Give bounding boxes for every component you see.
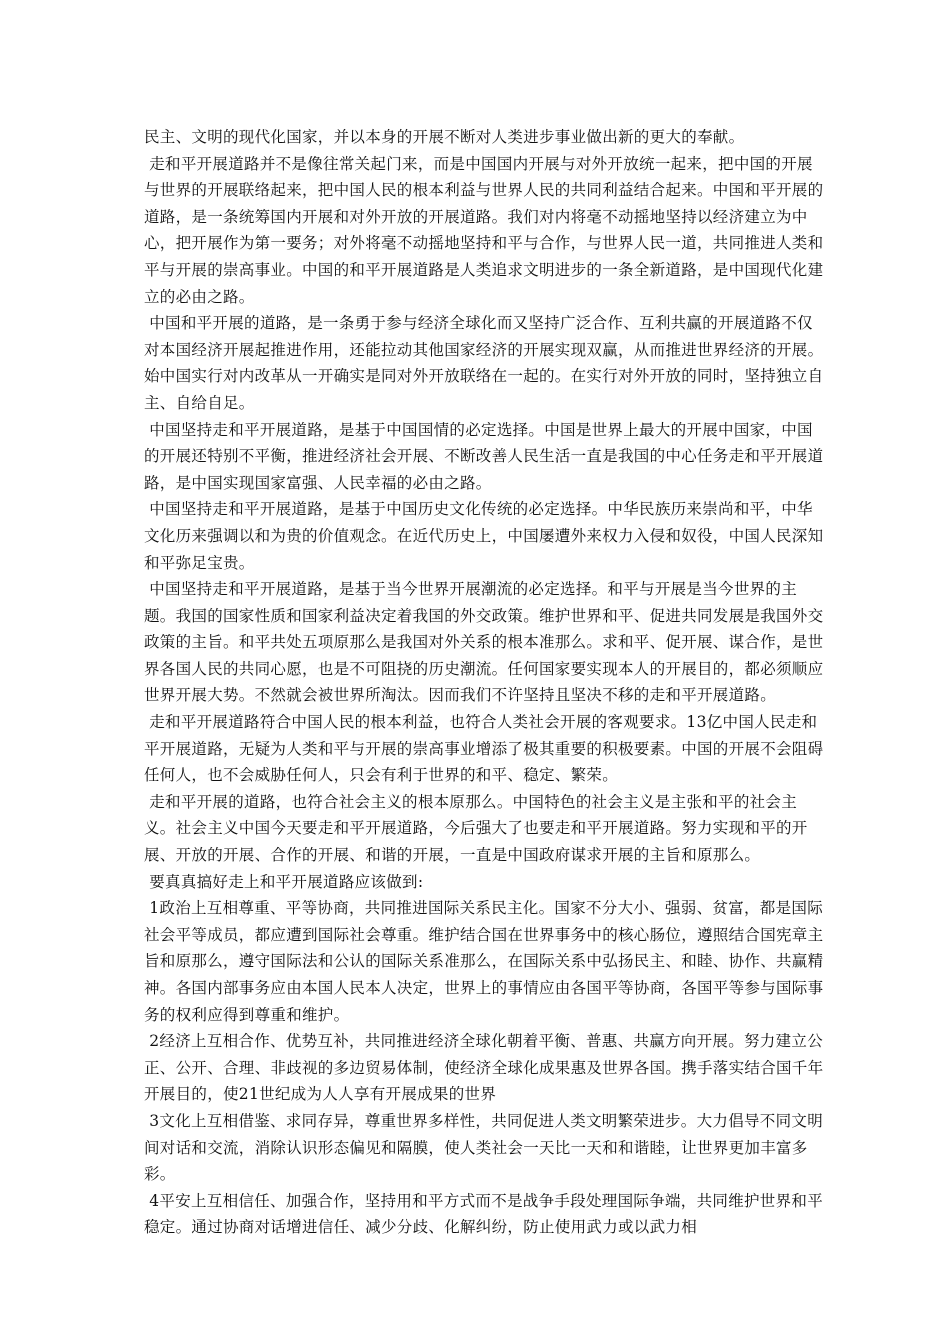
- paragraph: 中国坚持走和平开展道路，是基于当今世界开展潮流的必定选择。和平与开展是当今世界的主题。我国的国家性质和国家利益决定着我国的外交政策。维护世界和平、促进共同发展是我国外交政策的主旨。和平共处五项原那么是我国对外关系的根本准那么。求和平、促开展、谋合作，是世界各国人民的共同心愿，也是不可阻挠的历史潮流。任何国家要实现本人的开展目的，都必须顺应世界开展大势。不然就会被世界所淘汰。因而我们不许坚持且坚决不移的走和平开展道路。: [144, 580, 824, 705]
- paragraph: 2经济上互相合作、优势互补，共同推进经济全球化朝着平衡、普惠、共赢方向开展。努力建立公正、公开、合理、非歧视的多边贸易体制，使经济全球化成果惠及世界各国。携手落实结合国千年开展目的，使21世纪成为人人享有开展成果的世界: [144, 1032, 824, 1104]
- paragraph: 1政治上互相尊重、平等协商，共同推进国际关系民主化。国家不分大小、强弱、贫富，都是国际社会平等成员，都应遭到国际社会尊重。维护结合国在世界事务中的核心肠位，遵照结合国宪章主旨和原那么，遵守国际法和公认的国际关系准那么，在国际关系中弘扬民主、和睦、协作、共赢精神。各国内部事务应由本国人民本人决定，世界上的事情应由各国平等协商，各国平等参与国际事务的权利应得到尊重和维护。: [144, 899, 824, 1024]
- paragraph: 中国坚持走和平开展道路，是基于中国国情的必定选择。中国是世界上最大的开展中国家，中国的开展还特别不平衡，推进经济社会开展、不断改善人民生活一直是我国的中心任务走和平开展道路，是中国实现国家富强、人民幸福的必由之路。: [144, 420, 824, 492]
- paragraph: 民主、文明的现代化国家，并以本身的开展不断对人类进步事业做出新的更大的奉献。: [144, 128, 745, 146]
- paragraph: 4平安上互相信任、加强合作，坚持用和平方式而不是战争手段处理国际争端，共同维护世界和平稳定。通过协商对话增进信任、减少分歧、化解纠纷，防止使用武力或以武力相: [144, 1191, 823, 1237]
- paragraph: 走和平开展道路并不是像往常关起门来，而是中国国内开展与对外开放统一起来，把中国的开展与世界的开展联络起来，把中国人民的根本利益与世界人民的共同利益结合起来。中国和平开展的道路，是一条统筹国内开展和对外开放的开展道路。我们对内将毫不动摇地坚持以经济建立为中心，把开展作为第一要务；对外将毫不动摇地坚持和平与合作，与世界人民一道，共同推进人类和平与开展的崇高事业。中国的和平开展道路是人类追求文明进步的一条全新道路，是中国现代化建立的必由之路。: [144, 154, 824, 306]
- paragraph: 中国坚持走和平开展道路，是基于中国历史文化传统的必定选择。中华民族历来崇尚和平，中华文化历来强调以和为贵的价值观念。在近代历史上，中国屡遭外来权力入侵和奴役，中国人民深知和平弥足宝贵。: [144, 500, 824, 572]
- document-body: [144, 124, 824, 1241]
- paragraph: 走和平开展的道路，也符合社会主义的根本原那么。中国特色的社会主义是主张和平的社会主义。社会主义中国今天要走和平开展道路，今后强大了也要走和平开展道路。努力实现和平的开展、开放的开展、合作的开展、和谐的开展，一直是中国政府谋求开展的主旨和原那么。: [144, 792, 808, 865]
- paragraph: 要真真搞好走上和平开展道路应该做到:: [144, 872, 424, 891]
- paragraph: 中国和平开展的道路，是一条勇于参与经济全球化而又坚持广泛合作、互利共赢的开展道路不仅对本国经济开展起推进作用，还能拉动其他国家经济的开展实现双赢，从而推进世界经济的开展。始中国实行对内改革从一开确实是同对外开放联络在一起的。在实行对外开放的同时，坚持独立自主、自给自足。: [144, 314, 824, 412]
- paragraph: 3文化上互相借鉴、求同存异，尊重世界多样性，共同促进人类文明繁荣进步。大力倡导不同文明间对话和交流，消除认识形态偏见和隔膜，使人类社会一天比一天和和谐睦，让世界更加丰富多彩。: [144, 1111, 823, 1184]
- paragraph: 走和平开展道路符合中国人民的根本利益，也符合人类社会开展的客观要求。13亿中国人民走和平开展道路，无疑为人类和平与开展的崇高事业增添了极其重要的积极要素。中国的开展不会阻碍任何人，也不会威胁任何人，只会有利于世界的和平、稳定、繁荣。: [144, 713, 824, 785]
